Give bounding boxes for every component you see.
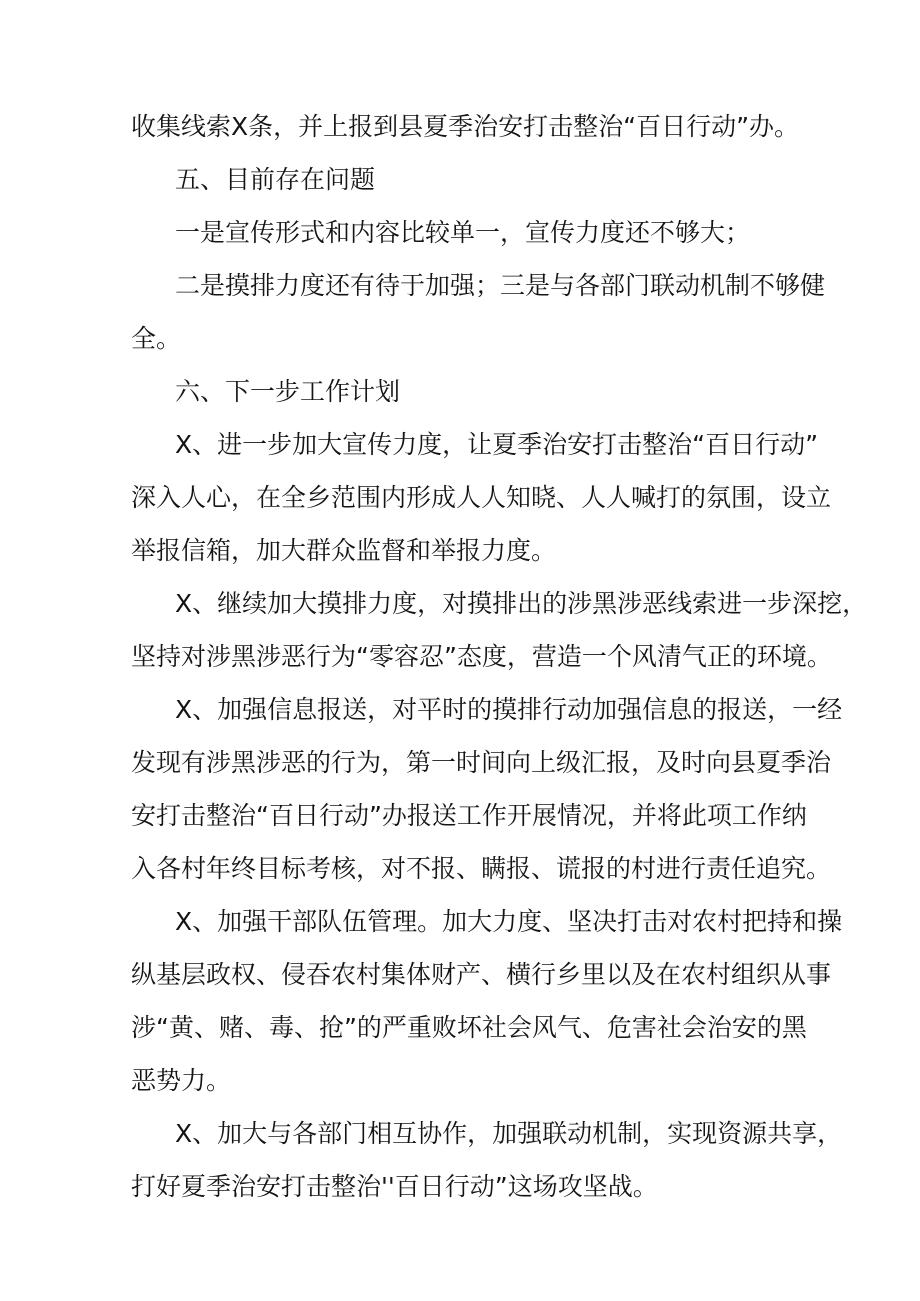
document-body	[131, 100, 868, 1213]
text-line: 恶势力。	[131, 1066, 232, 1095]
text-line: 坚持对涉黑涉恶行为“零容忍”态度，营造一个风清气正的环境。	[131, 642, 832, 671]
text-line: 涉“黄、赌、毒、抢”的严重败坏社会风气、危害社会治安的黑	[131, 1013, 807, 1042]
text-line: X、加强干部队伍管理。加大力度、坚决打击对农村把持和操	[175, 907, 843, 936]
text-line: 打好夏季治安打击整治''百日行动”这场攻坚战。	[131, 1172, 658, 1201]
text-line: 入各村年终目标考核，对不报、瞒报、谎报的村进行责任追究。	[131, 854, 832, 883]
text-line: 发现有涉黑涉恶的行为，第一时间向上级汇报，及时向县夏季治	[131, 748, 832, 777]
text-line: 纵基层政权、侵吞农村集体财产、横行乡里以及在农村组织从事	[131, 960, 832, 989]
section-heading: 五、目前存在问题	[175, 165, 376, 194]
text-line: 二是摸排力度还有待于加强；三是与各部门联动机制不够健	[175, 271, 826, 300]
text-line: 深入人心，在全乡范围内形成人人知晓、人人喊打的氛围，设立	[131, 483, 832, 512]
text-line: X、加强信息报送，对平时的摸排行动加强信息的报送，一经	[175, 695, 843, 724]
text-line: 举报信箱，加大群众监督和举报力度。	[131, 536, 557, 565]
text-line: X、加大与各部门相互协作，加强联动机制，实现资源共享，	[175, 1119, 843, 1148]
text-line: 一是宣传形式和内容比较单一，宣传力度还不够大；	[175, 218, 751, 247]
text-line: 安打击整治“百日行动”办报送工作开展情况，并将此项工作纳	[131, 801, 807, 830]
text-line: 收集线索X条，并上报到县夏季治安打击整治“百日行动”办。	[131, 112, 800, 141]
text-line: X、进一步加大宣传力度，让夏季治安打击整治“百日行动”	[175, 430, 819, 459]
text-line: 全。	[131, 324, 182, 353]
section-heading: 六、下一步工作计划	[175, 377, 401, 406]
text-line: X、继续加大摸排力度，对摸排出的涉黑涉恶线索进一步深挖，	[175, 589, 868, 618]
